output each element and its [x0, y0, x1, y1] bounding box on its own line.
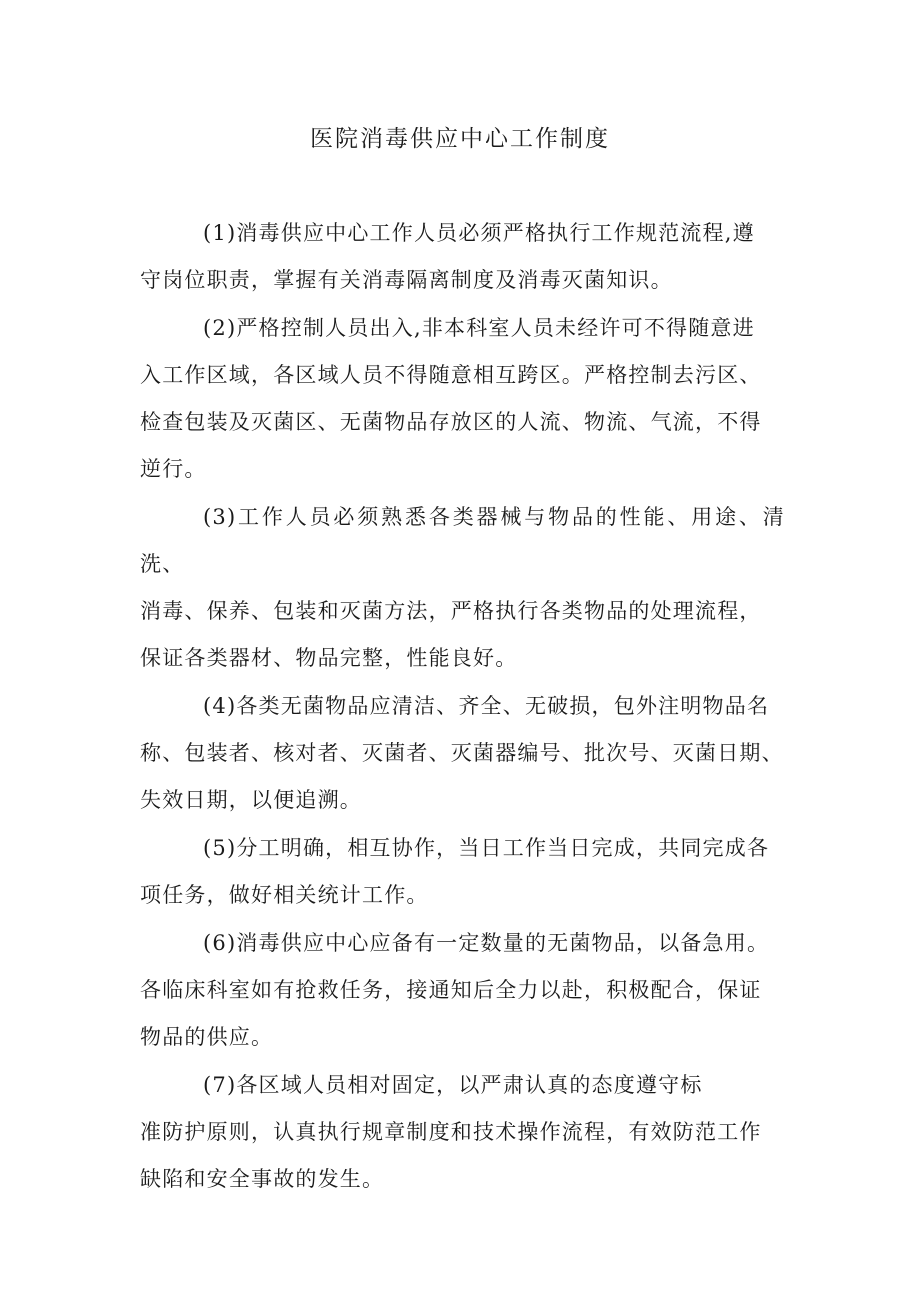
paragraph-line: (4)各类无菌物品应清洁、齐全、无破损，包外注明物品名	[203, 694, 770, 718]
paragraph-line: 逆行。	[140, 457, 207, 481]
paragraph-line: 检查包装及灭菌区、无菌物品存放区的人流、物流、气流，不得	[140, 410, 762, 434]
paragraph-line: 保证各类器材、物品完整，性能良好。	[140, 646, 518, 670]
paragraph-3	[140, 494, 785, 682]
paragraph-line: (7)各区域人员相对固定，以严肃认真的态度遵守标	[203, 1073, 703, 1097]
paragraph-1	[140, 210, 785, 304]
paragraph-line: 各临床科室如有抢救任务，接通知后全力以赴，积极配合，保证	[140, 978, 762, 1002]
paragraph-line: 缺陷和安全事故的发生。	[140, 1167, 385, 1191]
paragraph-line: 准防护原则，认真执行规章制度和技术操作流程，有效防范工作	[140, 1120, 762, 1144]
paragraph-line: 称、包装者、核对者、灭菌者、灭菌器编号、批次号、灭菌日期、	[140, 741, 784, 765]
paragraph-line: 守岗位职责，掌握有关消毒隔离制度及消毒灭菌知识。	[140, 268, 673, 292]
paragraph-line: (3)工作人员必须熟悉各类器械与物品的性能、用途、清洗、	[140, 505, 785, 576]
paragraph-4	[140, 683, 785, 824]
paragraph-line: (5)分工明确，相互协作，当日工作当日完成，共同完成各	[203, 836, 770, 860]
paragraph-2	[140, 305, 785, 493]
paragraph-line: 项任务，做好相关统计工作。	[140, 883, 429, 907]
paragraph-line: 失效日期，以便追溯。	[140, 788, 362, 812]
document-body	[140, 210, 785, 1204]
paragraph-line: 物品的供应。	[140, 1025, 274, 1049]
paragraph-6	[140, 920, 785, 1061]
paragraph-line: (2)严格控制人员出入,非本科室人员未经许可不得随意进	[203, 316, 755, 340]
paragraph-line: (1)消毒供应中心工作人员必须严格执行工作规范流程,遵	[203, 221, 755, 245]
paragraph-line: 入工作区域，各区域人员不得随意相互跨区。严格控制去污区、	[140, 363, 762, 387]
document-title: 医院消毒供应中心工作制度	[310, 126, 610, 152]
paragraph-line: 消毒、保养、包装和灭菌方法，严格执行各类物品的处理流程，	[140, 599, 762, 623]
paragraph-line: (6)消毒供应中心应备有一定数量的无菌物品，以备急用。	[203, 931, 770, 955]
paragraph-7	[140, 1062, 785, 1203]
paragraph-5	[140, 825, 785, 919]
